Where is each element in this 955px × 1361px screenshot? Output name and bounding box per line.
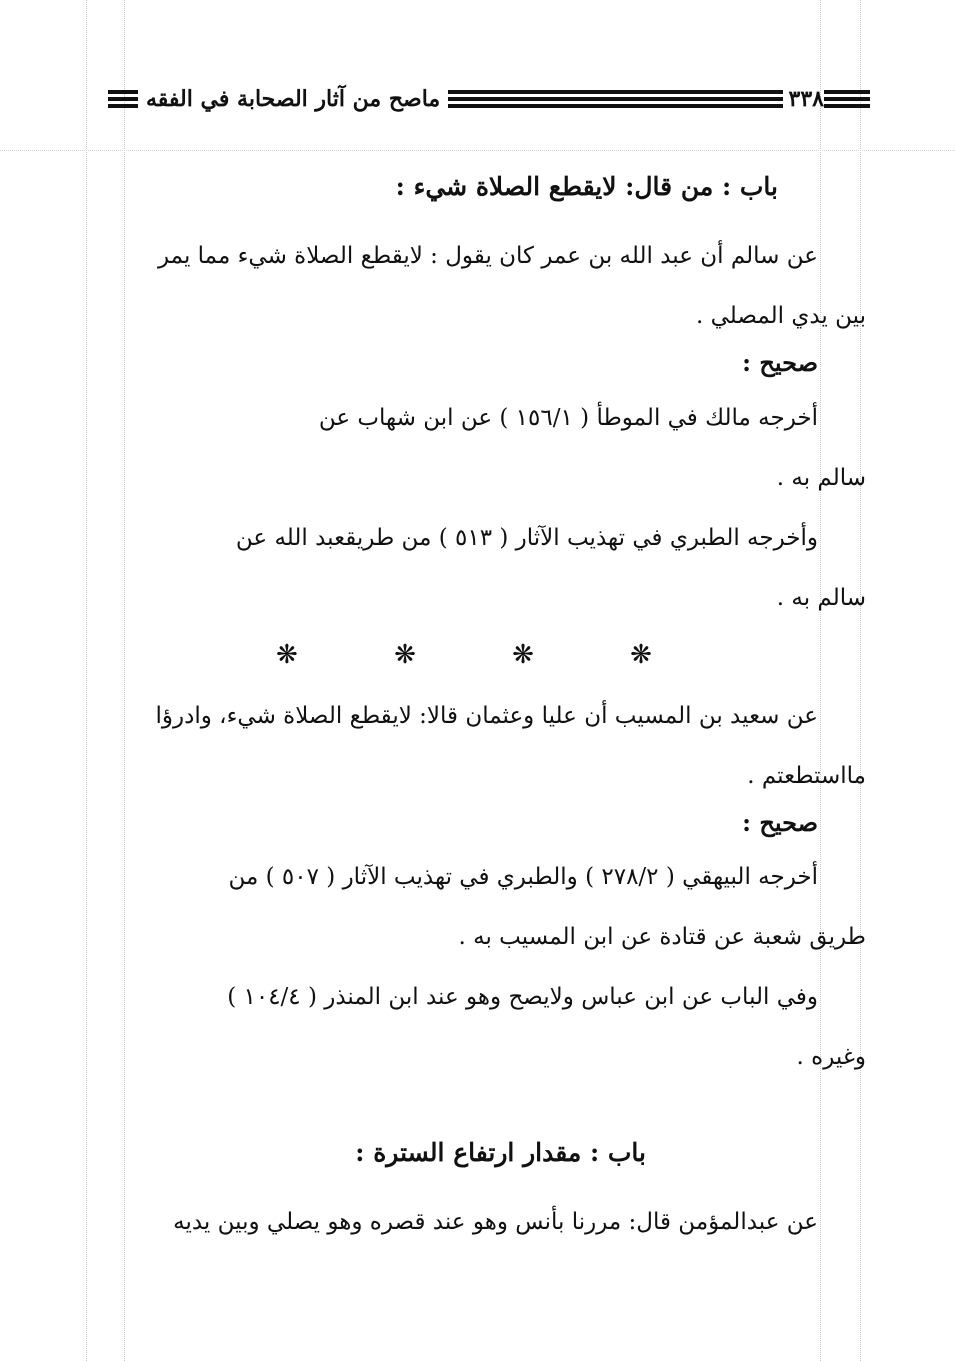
page-number: ٣٣٨ — [788, 86, 824, 112]
text-line: عن عبدالمؤمن قال: مررنا بأنس وهو عند قصره وهو يصلي وبين يديه — [173, 1208, 818, 1235]
grade-label: صحيح : — [742, 348, 818, 377]
note-paragraph — [106, 967, 866, 1087]
hadith-text — [106, 226, 866, 346]
text-line: طريق شعبة عن قتادة عن ابن المسيب به . — [458, 924, 866, 951]
text-line: وأخرجه الطبري في تهذيب الآثار ( ٥١٣ ) من طريقعبد الله عن — [235, 524, 818, 551]
text-line: مااستطعتم . — [747, 762, 866, 789]
hadith-text — [106, 1192, 866, 1252]
page-body — [106, 172, 866, 1252]
text-line: سالم به . — [776, 464, 866, 491]
header-rule-middle — [448, 90, 782, 108]
text-line: وغيره . — [796, 1044, 866, 1071]
takhrij-paragraph — [106, 847, 866, 967]
text-line: وفي الباب عن ابن عباس ولايصح وهو عند ابن المنذر ( ١٠٤/٤ ) — [227, 984, 818, 1011]
chapter-heading: باب : مقدار ارتفاع السترة : — [355, 1138, 646, 1168]
guide-line — [0, 150, 955, 151]
running-title: ماصح من آثار الصحابة في الفقه — [146, 86, 441, 112]
takhrij-paragraph — [106, 508, 866, 628]
text-line: سالم به . — [776, 584, 866, 611]
text-line: أخرجه البيهقي ( ٢٧٨/٢ ) والطبري في تهذيب الآثار ( ٥٠٧ ) من — [228, 864, 818, 891]
takhrij-paragraph — [106, 388, 866, 508]
running-header — [108, 84, 870, 114]
section-separator: ❋ ❋ ❋ ❋ — [276, 639, 696, 670]
header-rule-left — [108, 90, 138, 108]
text-line: عن سالم أن عبد الله بن عمر كان يقول : لايقطع الصلاة شيء مما يمر — [157, 243, 818, 269]
text-line: بين يدي المصلي . — [696, 303, 866, 329]
text-line: أخرجه مالك في الموطأ ( ١٥٦/١ ) عن ابن شهاب عن — [318, 404, 818, 431]
chapter-heading: باب : من قال: لايقطع الصلاة شيء : — [395, 172, 778, 201]
guide-line — [86, 0, 87, 1361]
header-rule-right — [824, 90, 870, 108]
hadith-text — [106, 686, 866, 806]
grade-label: صحيح : — [742, 807, 818, 837]
text-line: عن سعيد بن المسيب أن عليا وعثمان قالا: لايقطع الصلاة شيء، وادرؤا — [155, 702, 818, 729]
